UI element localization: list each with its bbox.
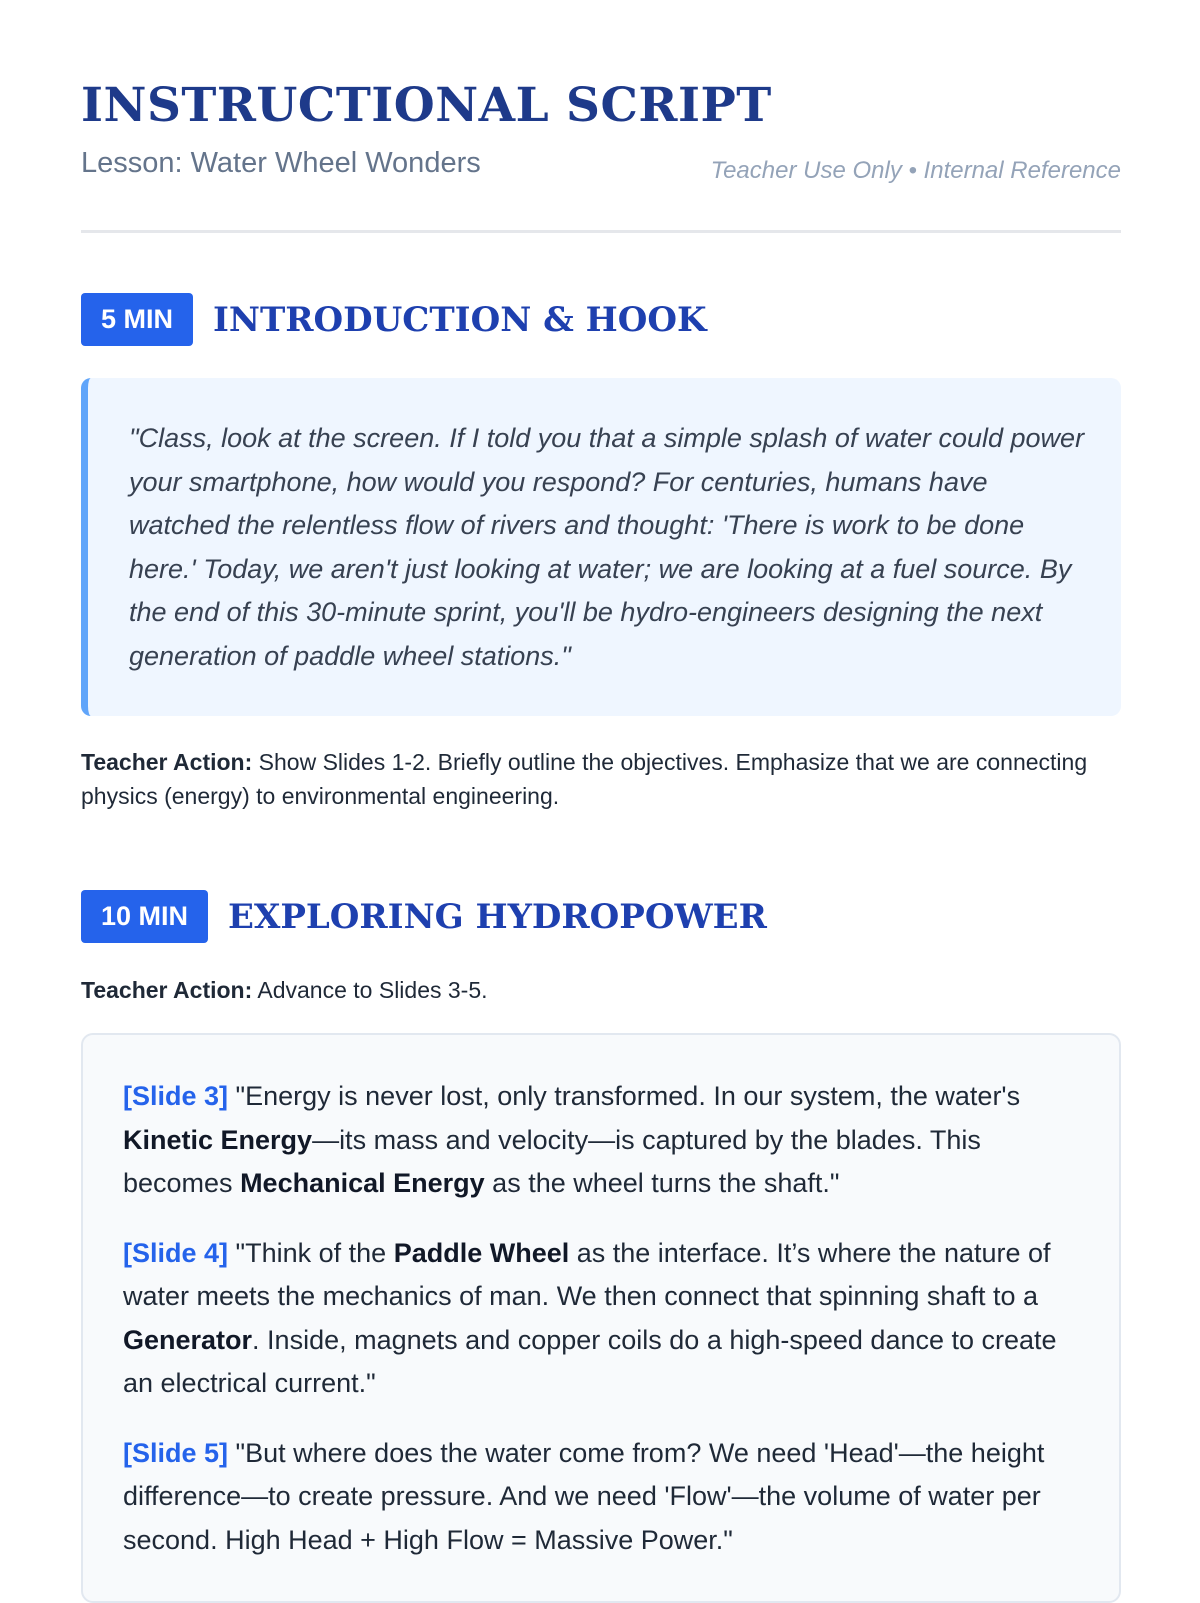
section-heading-hydropower bbox=[81, 890, 767, 943]
time-badge: 10 MIN bbox=[81, 890, 208, 943]
usage-note: Teacher Use Only • Internal Reference bbox=[710, 157, 1121, 184]
teacher-action-text: Advance to Slides 3-5. bbox=[252, 977, 488, 1003]
script-paragraph-slide-3 bbox=[123, 1075, 1081, 1206]
teacher-action-note bbox=[81, 973, 1121, 1007]
script-text: "Energy is never lost, only transformed. In our system, the water's bbox=[228, 1081, 1021, 1111]
slide-tag: [Slide 4] bbox=[123, 1237, 229, 1268]
slide-script-block bbox=[81, 1033, 1121, 1603]
script-text: "Think of the bbox=[228, 1237, 394, 1268]
slide-tag: [Slide 3] bbox=[123, 1081, 229, 1111]
instructional-script-page bbox=[81, 0, 1121, 1555]
section-heading-introduction bbox=[81, 293, 707, 346]
slide-tag: [Slide 5] bbox=[123, 1437, 229, 1468]
teacher-action-note bbox=[81, 745, 1121, 813]
section-title: INTRODUCTION & HOOK bbox=[213, 299, 707, 340]
script-paragraph-slide-4 bbox=[123, 1232, 1081, 1406]
page-title: INSTRUCTIONAL SCRIPT bbox=[81, 78, 772, 133]
key-term: Mechanical Energy bbox=[240, 1168, 485, 1198]
teacher-action-label: Teacher Action: bbox=[81, 749, 253, 775]
hook-quote-text: "Class, look at the screen. If I told you that a simple splash of water could power your smartphone, how would you respond? For centuries, humans have watched the relentless flow of rivers and thought: 'There is work to be done here.' Today, we aren't just looking at water; we are looking at a fuel source. By the end of this 30-minute sprint, you'll be hydro-engineers designing the next generation of paddle wheel stations." bbox=[129, 423, 1085, 671]
hook-quote-block bbox=[81, 378, 1121, 716]
key-term: Paddle Wheel bbox=[393, 1237, 570, 1268]
script-paragraph-slide-5 bbox=[123, 1432, 1081, 1563]
teacher-action-label: Teacher Action: bbox=[81, 977, 253, 1003]
script-text: "But where does the water come from? We need 'Head'—the height difference—to create pressure. And we need 'Flow'—the volume of water per second. High Head + High Flow = Massive Power." bbox=[123, 1437, 1045, 1555]
script-text: as the interface. It’s where the nature of water meets the mechanics of man. We then connect that spinning shaft to a bbox=[123, 1237, 1051, 1311]
script-text: as the wheel turns the shaft." bbox=[484, 1168, 840, 1198]
time-badge: 5 MIN bbox=[81, 293, 193, 346]
script-text: —its mass and velocity—is captured by the blades. This becomes bbox=[123, 1124, 981, 1198]
key-term: Kinetic Energy bbox=[123, 1124, 313, 1155]
teacher-action-text: Show Slides 1-2. Briefly outline the objectives. Emphasize that we are connecting physics (energy) to environmental engineering. bbox=[81, 749, 1088, 809]
script-text: . Inside, magnets and copper coils do a high-speed dance to create an electrical current." bbox=[123, 1324, 1057, 1398]
document-header bbox=[81, 0, 1121, 233]
section-title: EXPLORING HYDROPOWER bbox=[228, 896, 767, 937]
lesson-subtitle: Lesson: Water Wheel Wonders bbox=[81, 147, 481, 179]
key-term: Generator bbox=[123, 1324, 253, 1355]
